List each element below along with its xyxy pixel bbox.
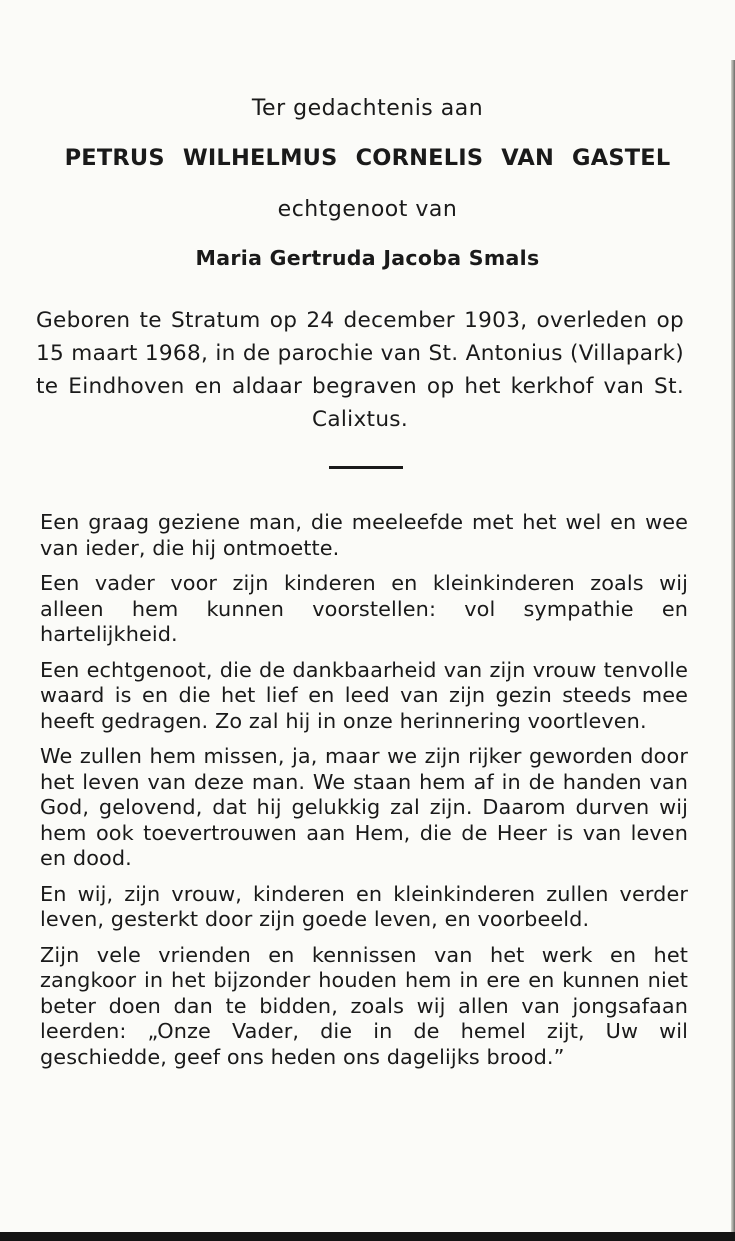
- spouse-name: Maria Gertruda Jacoba Smals: [195, 246, 540, 270]
- paragraph-1: Een graag geziene man, die meeleefde met het wel en wee van ieder, die hij ontmoette.: [40, 510, 688, 560]
- memorial-intro: Ter gedachtenis aan: [251, 96, 484, 121]
- divider-line: [329, 466, 403, 469]
- card-right-edge: [731, 60, 735, 1241]
- paragraph-3: Een echtgenoot, die de dankbaarheid van zijn vrouw tenvolle waard is en die het lief en leed van zijn gezin steeds mee heeft gedragen. Zo zal hij in onze herinnering voortleven.: [40, 657, 688, 733]
- memorial-text: [40, 510, 688, 1080]
- paragraph-2: Een vader voor zijn kinderen en kleinkinderen zoals wij alleen hem kunnen voorstellen: vol sympathie en hartelijkheid.: [40, 571, 688, 646]
- spouse-intro: echtgenoot van: [277, 197, 458, 222]
- biography: Geboren te Stratum op 24 december 1903, overleden op 15 maart 1968, in de parochie van St. Antonius (Villapark) te Eindhoven en aldaar begraven op het kerkhof van St. Calixtus.: [36, 308, 684, 432]
- paragraph-4: We zullen hem missen, ja, maar we zijn rijker geworden door het leven van deze man. We staan hem af in de handen van God, gelovend, dat hij gelukkig zal zijn. Daarom durven wij hem ook toevertrouwen aan Hem, die de Heer is van leven en dood.: [40, 744, 688, 870]
- paragraph-5: En wij, zijn vrouw, kinderen en kleinkinderen zullen verder leven, gesterkt door zijn goede leven, en voorbeeld.: [40, 881, 688, 931]
- card-bottom-edge: [0, 1232, 735, 1241]
- deceased-name: PETRUS WILHELMUS CORNELIS VAN GASTEL: [64, 145, 671, 171]
- paragraph-6: Zijn vele vrienden en kennissen van het werk en het zangkoor in het bijzonder houden hem in ere en kunnen niet beter doen dan te bidden, zoals wij allen van jongsafaan leerden: „Onze Vader, die in de hemel zijt, Uw wil geschiedde, geef ons heden ons dagelijks brood.”: [40, 942, 688, 1069]
